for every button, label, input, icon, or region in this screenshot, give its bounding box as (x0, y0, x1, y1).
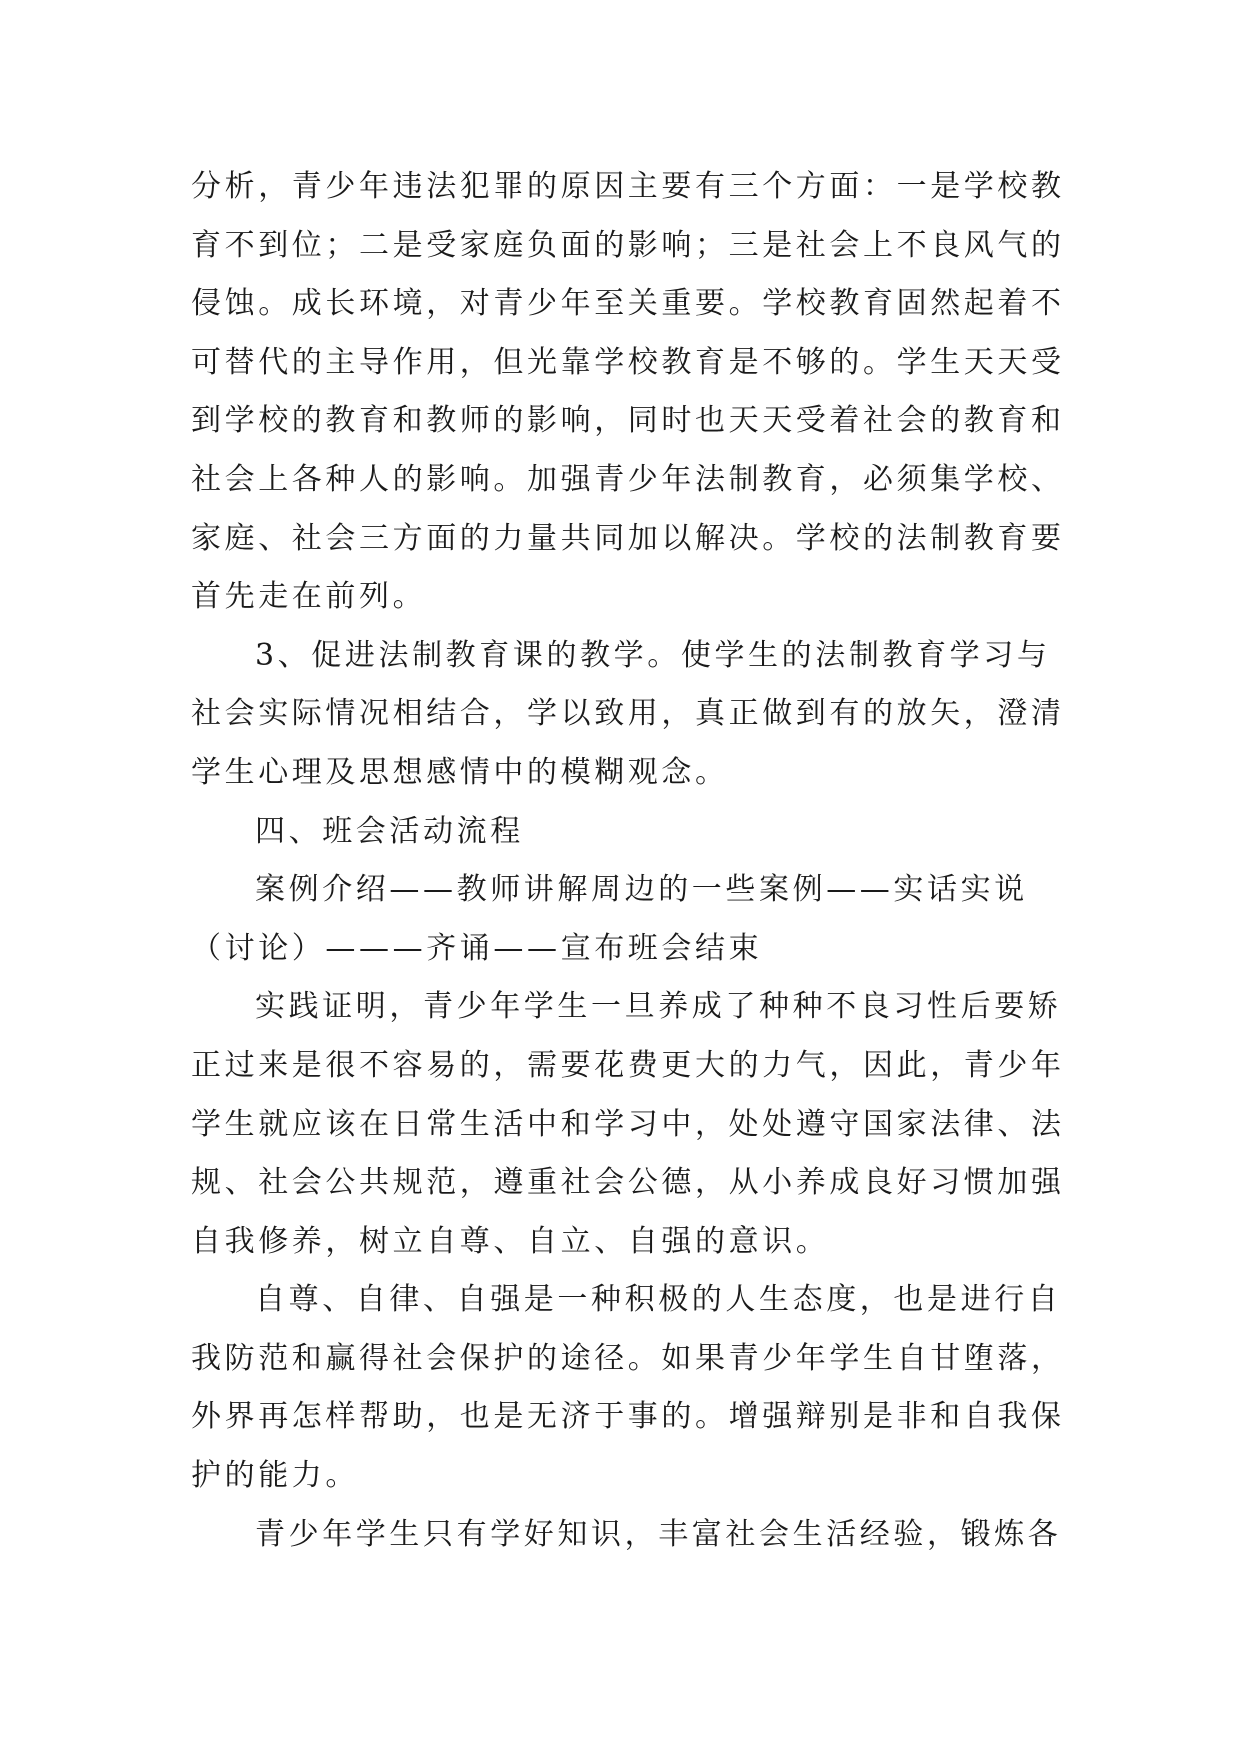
text-line: 护的能力。 (191, 1458, 359, 1494)
text-line: 我防范和赢得社会保护的途径。如果青少年学生自甘堕落， (191, 1340, 1065, 1376)
text-line: 侵蚀。成长环境，对青少年至关重要。学校教育固然起着不 (191, 286, 1065, 322)
text-line: 外界再怎样帮助，也是无济于事的。增强辩别是非和自我保 (191, 1399, 1065, 1435)
text-line: 到学校的教育和教师的影响，同时也天天受着社会的教育和 (191, 403, 1065, 439)
text-line: 分析，青少年违法犯罪的原因主要有三个方面：一是学校教 (191, 169, 1065, 204)
text-line: 规、社会公共规范，遵重社会公德，从小养成良好习惯加强 (191, 1165, 1065, 1201)
paragraph-start-line: 3、促进法制教育课的教学。使学生的法制教育学习与 (255, 637, 1051, 673)
text-line: 学生心理及思想感情中的模糊观念。 (191, 754, 729, 790)
text-line: 正过来是很不容易的，需要花费更大的力气，因此，青少年 (191, 1047, 1065, 1083)
paragraph-start-line: 案例介绍——教师讲解周边的一些案例——实话实说 (255, 872, 1028, 908)
text-line: 社会实际情况相结合，学以致用，真正做到有的放矢，澄清 (191, 696, 1065, 732)
text-line: 首先走在前列。 (191, 579, 427, 615)
paragraph-start-line: 青少年学生只有学好知识，丰富社会生活经验，锻炼各 (255, 1516, 1062, 1552)
text-line: 自我修养，树立自尊、自立、自强的意识。 (191, 1223, 830, 1259)
section-heading: 四、班会活动流程 (255, 813, 524, 849)
body-text (191, 158, 1065, 1564)
text-line: 可替代的主导作用，但光靠学校教育是不够的。学生天天受 (191, 344, 1065, 380)
text-line: 育不到位；二是受家庭负面的影响；三是社会上不良风气的 (191, 227, 1065, 263)
text-line: 社会上各种人的影响。加强青少年法制教育，必须集学校、 (191, 461, 1065, 497)
text-line: 学生就应该在日常生活中和学习中，处处遵守国家法律、法 (191, 1106, 1065, 1142)
paragraph-start-line: 自尊、自律、自强是一种积极的人生态度，也是进行自 (255, 1282, 1062, 1318)
paragraph-start-line: 实践证明，青少年学生一旦养成了种种不良习性后要矫 (255, 989, 1062, 1025)
text-line: （讨论）———齐诵——宣布班会结束 (191, 930, 763, 966)
text-line: 家庭、社会三方面的力量共同加以解决。学校的法制教育要 (191, 520, 1065, 556)
